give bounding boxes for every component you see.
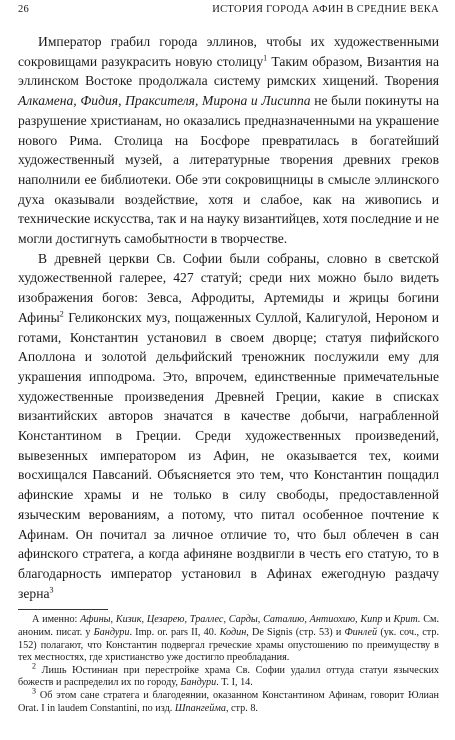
fn2-text-a: Лишь Юстиниан при перестройке храма Св. Софии удалил оттуда статуи языческих божеств и распределил их по городу, <box>18 664 439 689</box>
main-text <box>18 32 439 603</box>
footnote-rule <box>18 609 108 610</box>
p2-text-a: В древней церкви Св. Софии были собраны, словно в светской художественной галерее, 427 статуй; среди них можно было видеть изображения богов: Зевса, Афродиты, Артемиды и жрицы богини Афины <box>18 250 439 325</box>
footnotes <box>18 614 439 715</box>
fn1-text-a: А именно: <box>32 614 81 626</box>
footnote-ref-2[interactable]: 2 <box>59 309 64 319</box>
fn1-text-d: . Imp. or. pars II, 40. <box>129 626 220 638</box>
fn2-number: 2 <box>32 661 36 671</box>
running-head <box>18 4 439 22</box>
page-number: 26 <box>18 4 29 15</box>
fn2-text-b: . Т. I, 14. <box>216 677 253 689</box>
paragraph-2 <box>18 249 439 604</box>
fn3-spanheim: Шпангейма <box>174 702 226 714</box>
footnote-2 <box>18 661 439 690</box>
fn1-cities: Афины, Кизик, Цезарею, Траллес, Сарды, Саталию, Антиохию, Кипр <box>80 614 383 626</box>
footnote-ref-1[interactable]: 1 <box>263 53 268 63</box>
fn3-number: 3 <box>32 686 36 696</box>
fn3-text-a: Об этом сане стратега и благодеянии, оказанном Константином Афинам, говорит Юлиан Orat. I in laudem Constantini, по изд. <box>18 689 439 714</box>
footnote-ref-3[interactable]: 3 <box>49 585 54 595</box>
paragraph-1 <box>18 32 439 249</box>
fn1-text-b: и <box>382 614 394 626</box>
fn1-crete: Крит. <box>393 614 421 626</box>
p1-text-b: Таким образом, Византия на эллинском Востоке продолжала систему римских хищений. Творения <box>18 53 439 89</box>
fn1-text-f: (ук. соч., стр. 152) полагают, что Константин подвергал греческие храмы опустошению по преимуществу в тех местностях, где христианство уже достигло преобладания. <box>18 626 439 664</box>
p2-text-b: Геликонских муз, пощаженных Суллой, Калигулой, Нероном и готами, Константин установил в своем дворце; статуя пифийского Аполлона и золотой дельфийский треножник послужили ему для украшения ипподрома. Это, впрочем, единственные примечательные художественные произведения Древней Греции, какие в списках византийских авторов значатся в качестве добычи, награбленной Константином в Греции. Среди художественных произведений, вывезенных императором из Афин, не оказывается тех, коими восхищался Павсаний. Объясняется это тем, что Константин пощадил афинские храмы и не только в силу свободы, предоставленной языческим верованиям, а потому, что питал особенное почтение к Афинам. Он почитал за личное отличие то, что был облечен в сан афинского стратега, а когда афиняне воздвигли в честь его статую, то в благодарность император установил в Афинах ежегодную раздачу зерна <box>18 309 439 601</box>
fn2-banduri: Бандури <box>180 677 217 689</box>
footnote-3 <box>18 686 439 715</box>
fn3-text-b: , стр. 8. <box>225 702 258 714</box>
running-title: ИСТОРИЯ ГОРОДА АФИН В СРЕДНИЕ ВЕКА <box>212 4 439 15</box>
p1-sculptor-names: Алкамена, Фидия, Праксителя, Мирона и Лисиппа <box>18 93 311 109</box>
p1-text-c: не были покинуты на разрушение христианам, но оказались предназначенными на украшение нового Рима. Столица на Босфоре превратилась в богатейший художественный музей, а литературные творения древних греков наполнили ее библиотеки. Обе эти сокровищницы в смысле эллинского духа оказывали воздействие, хотя и слабое, как на живопись и технические искусства, так и на науку византийцев, хотя последние и не могли достигнуть самобытности в творчестве. <box>18 93 439 247</box>
fn1-finlay: Финлей <box>344 626 378 638</box>
p1-text-a: Император грабил города эллинов, чтобы их художественными сокровищами разукрасить новую столицу <box>18 34 439 69</box>
fn1-kodin: Кодин <box>219 626 247 638</box>
fn1-text-e: , De Signis (стр. 53) и <box>246 626 345 638</box>
fn1-banduri: Бандури <box>93 626 130 638</box>
footnote-1 <box>18 614 439 664</box>
fn1-text-c: См. аноним. писат. у <box>18 614 440 638</box>
